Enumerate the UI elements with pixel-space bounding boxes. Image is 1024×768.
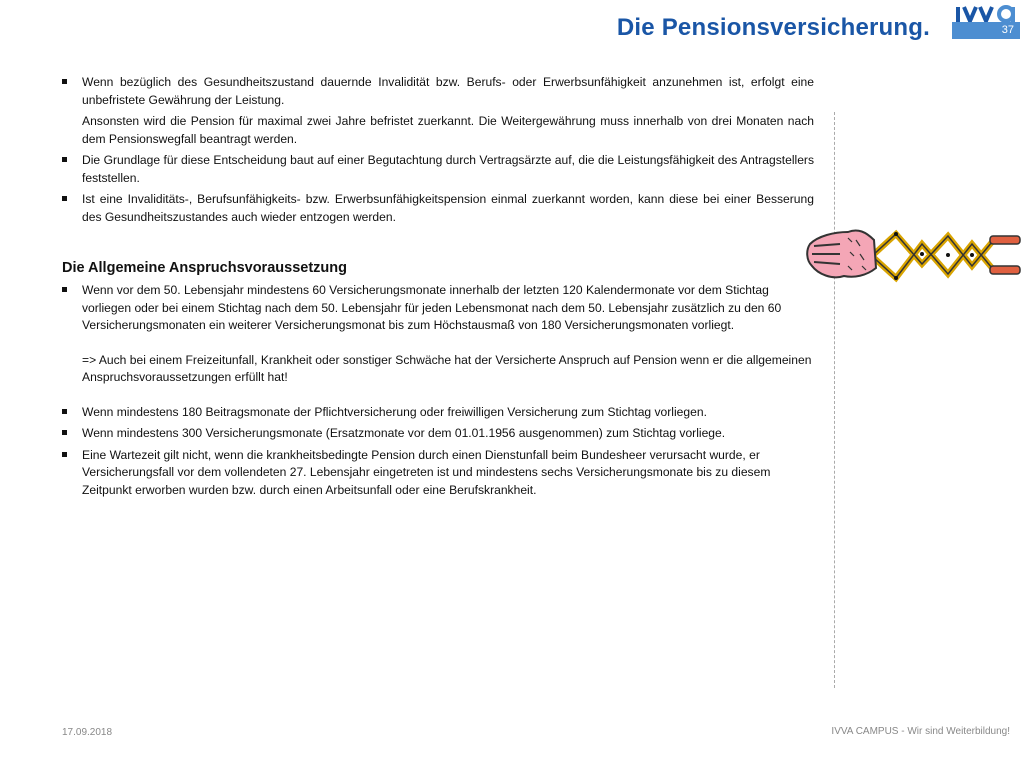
divider-line — [834, 112, 835, 688]
content-area — [62, 74, 814, 499]
list-item: Die Grundlage für diese Entscheidung baut auf einer Begutachtung durch Vertragsärzte auf, die die Leistungsfähigkeit des Antragstellers feststellen. — [62, 152, 814, 187]
page-title: Die Pensionsversicherung. — [616, 14, 930, 41]
list-item: Wenn mindestens 180 Beitragsmonate der Pflichtversicherung oder freiwilligen Versicherung zum Stichtag vorliegen. — [62, 404, 814, 422]
ivva-logo — [954, 2, 1022, 22]
list-item: Eine Wartezeit gilt nicht, wenn die krankheitsbedingte Pension durch einen Dienstunfall beim Bundesheer verursacht wurde, er Versicherungsfall vor dem vollendeten 27. Lebensjahr eingetreten ist und mindestens sechs Versicherungsmonate bis zu diesem Zeitpunkt erworben wurden bzw. durch einen Arbeitsunfall oder eine Berufskrankheit. — [62, 447, 814, 500]
list-item: Wenn vor dem 50. Lebensjahr mindestens 60 Versicherungsmonate innerhalb der letzten 120 Kalendermonate vor dem Stichtag vorliegen oder bei einem Stichtag nach dem 50. Lebensjahr für jeden Lebensmonat nach dem 50. Lebensjahr zusätzlich zu den 60 Versicherungsmonaten ein weiterer Versicherungsmonat bis zum Höchstausmaß von 180 Versicherungsmonaten vorliegt. — [62, 282, 814, 335]
list-item: Ist eine Invaliditäts-, Berufsunfähigkeits- bzw. Erwerbsunfähigkeitspension einmal zuerkannt worden, kann diese bei einer Besserung des Gesundheitszustandes auch wieder entzogen werden. — [62, 191, 814, 226]
list-item: Wenn mindestens 300 Versicherungsmonate (Ersatzmonate vor dem 01.01.1956 ausgenommen) zum Stichtag vorliege. — [62, 425, 814, 443]
note-paragraph: Ansonsten wird die Pension für maximal zwei Jahre befristet zuerkannt. Die Weitergewährung muss innerhalb von drei Monaten nach dem Pensionswegfall beantragt werden. — [82, 114, 814, 146]
note-paragraph: => Auch bei einem Freizeitunfall, Krankheit oder sonstiger Schwäche hat der Versicherte Anspruch auf Pension wenn er die allgemeinen Anspruchsvoraussetzungen erfüllt hat! — [82, 352, 812, 384]
footer-tagline: IVVA CAMPUS - Wir sind Weiterbildung! — [831, 726, 1010, 737]
section-heading: Die Allgemeine Anspruchsvoraussetzung — [62, 260, 347, 276]
extending-grabber-hand-icon — [804, 222, 1022, 286]
footer-date: 17.09.2018 — [62, 727, 113, 738]
list-item: Wenn bezüglich des Gesundheitszustand dauernde Invalidität bzw. Berufs- oder Erwerbsunfähigkeit anzunehmen ist, erfolgt eine unbefristete Gewährung der Leistung. — [62, 74, 814, 109]
page-number: 37 — [952, 22, 1020, 39]
